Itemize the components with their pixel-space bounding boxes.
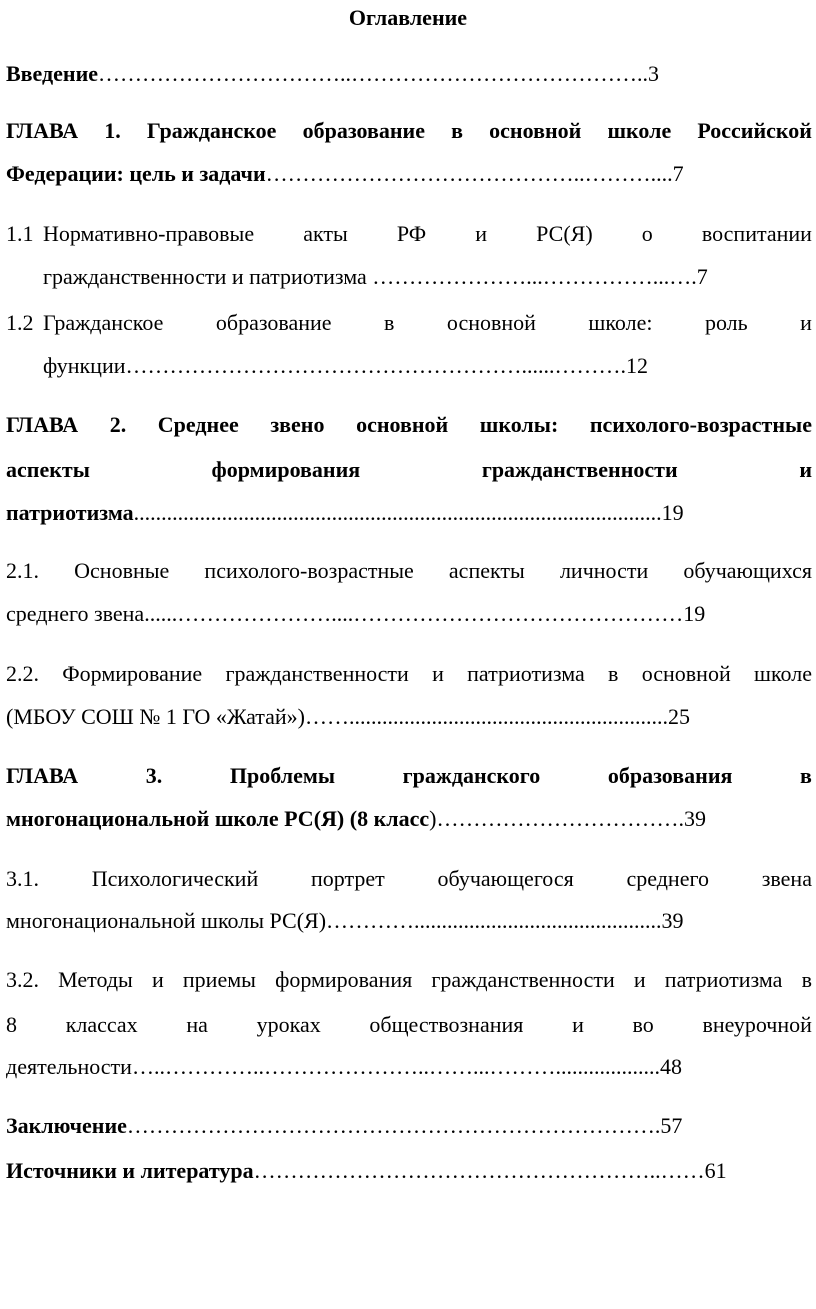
s2-2-word: патриотизма xyxy=(467,661,585,686)
s2-2-text: (МБОУ СОШ № 1 ГО «Жатай») xyxy=(6,704,306,729)
ch3-word: в xyxy=(800,763,812,788)
s1-1-word: воспитании xyxy=(701,221,812,246)
s3-1-word: обучающегося xyxy=(437,866,574,891)
s3-1-word: среднего xyxy=(626,866,709,891)
intro-label: Введение xyxy=(6,61,99,86)
ch1-word: школе xyxy=(607,118,672,143)
s3-2-line3 xyxy=(6,1053,682,1081)
s1-1-word: и xyxy=(475,221,488,246)
s2-1-word: аспекты xyxy=(448,558,525,583)
toc-entry-sources xyxy=(6,1157,727,1185)
s2-2-page: 25 xyxy=(668,704,691,729)
s3-2-word: Методы xyxy=(58,967,133,992)
s3-1-word: звена xyxy=(761,866,812,891)
ch2-page: 19 xyxy=(661,500,684,525)
s1-1-text: гражданственности и патриотизма xyxy=(43,264,367,289)
s3-2-text: деятельности xyxy=(6,1054,132,1079)
s1-2-word: роль xyxy=(704,310,748,335)
s3-1-word: 3.1. xyxy=(6,866,39,891)
s3-2-word: 8 xyxy=(6,1012,17,1037)
conclusion-label: Заключение xyxy=(6,1113,127,1138)
s1-2-line2 xyxy=(43,352,648,380)
s3-2-word: на xyxy=(186,1012,208,1037)
s3-2-word: классах xyxy=(65,1012,138,1037)
s2-2-word: Формирование xyxy=(62,661,203,686)
ch3-word: гражданского xyxy=(402,763,541,788)
intro-leader: ……………………………..………………………………….. xyxy=(98,61,649,86)
s3-2-word: и xyxy=(633,967,646,992)
ch1-word: в xyxy=(451,118,464,143)
s2-1-page: 19 xyxy=(683,601,706,626)
ch2-word: гражданственности xyxy=(481,457,678,482)
ch3-leader: )……………………………. xyxy=(429,806,684,831)
sources-leader: ………………………………………………..…… xyxy=(253,1158,705,1183)
ch1-title-end: Федерации: цель и задачи xyxy=(6,161,266,186)
ch2-word: основной xyxy=(356,412,449,437)
ch2-word: звено xyxy=(270,412,325,437)
s1-2-text: функции xyxy=(43,353,126,378)
s3-2-word: и xyxy=(151,967,164,992)
s3-2-word: уроках xyxy=(256,1012,321,1037)
s1-1-line1 xyxy=(43,220,812,248)
s1-1-page: 7 xyxy=(696,264,708,289)
s3-1-word: портрет xyxy=(310,866,385,891)
s3-1-line1 xyxy=(6,865,812,893)
s2-2-word: гражданственности xyxy=(225,661,409,686)
s2-2-leader: …….......................................................... xyxy=(305,704,669,729)
ch2-word: аспекты xyxy=(6,457,90,482)
ch3-word: 3. xyxy=(145,763,163,788)
ch1-word: основной xyxy=(489,118,582,143)
ch2-word: формирования xyxy=(211,457,361,482)
s1-1-word: РС(Я) xyxy=(536,221,593,246)
s1-1-number: 1.1 xyxy=(6,221,34,246)
s3-2-word: обществознания xyxy=(369,1012,524,1037)
s1-1-word: акты xyxy=(303,221,348,246)
s1-2-word: в xyxy=(384,310,395,335)
ch1-word: 1. xyxy=(104,118,121,143)
s3-2-word: 3.2. xyxy=(6,967,39,992)
s1-2-word: школе: xyxy=(588,310,653,335)
s2-2-line1 xyxy=(6,660,812,688)
ch3-word: Проблемы xyxy=(229,763,335,788)
ch3-line2 xyxy=(6,805,706,833)
s1-1-word: о xyxy=(641,221,653,246)
ch2-line2 xyxy=(6,456,812,484)
s3-2-line1 xyxy=(6,966,812,994)
s2-1-line2 xyxy=(6,600,705,628)
s1-1-word: Нормативно-правовые xyxy=(43,221,255,246)
s2-2-word: 2.2. xyxy=(6,661,39,686)
s3-2-word: и xyxy=(572,1012,584,1037)
s2-1-word: личности xyxy=(559,558,649,583)
sources-page: 61 xyxy=(704,1158,727,1183)
s3-1-line2 xyxy=(6,907,684,935)
s2-1-leader: ......…………………....……………………………………… xyxy=(144,601,684,626)
s2-2-word: и xyxy=(432,661,444,686)
s3-2-page: 48 xyxy=(659,1054,682,1079)
s3-2-word: во xyxy=(632,1012,654,1037)
s1-2-page: 12 xyxy=(626,353,648,378)
s3-2-word: гражданственности xyxy=(431,967,615,992)
ch3-page: 39 xyxy=(683,806,706,831)
ch1-line1 xyxy=(6,117,812,145)
s3-2-word: внеурочной xyxy=(702,1012,812,1037)
s3-1-leader: …………............................................. xyxy=(326,908,662,933)
ch2-title-end: патриотизма xyxy=(6,500,134,525)
s1-1-line2 xyxy=(43,263,708,291)
s1-2-leader: ………………………………………………......………. xyxy=(125,353,626,378)
s2-2-line2 xyxy=(6,703,690,731)
s1-2-word: и xyxy=(800,310,812,335)
s3-2-word: приемы xyxy=(182,967,256,992)
toc-entry-intro xyxy=(6,60,659,88)
ch2-word: ГЛАВА xyxy=(6,412,79,437)
s3-2-word: формирования xyxy=(275,967,413,992)
ch2-word: 2. xyxy=(109,412,127,437)
s3-1-word: Психологический xyxy=(91,866,259,891)
s3-1-text: многонациональной школы РС(Я) xyxy=(6,908,327,933)
s1-2-word: образование xyxy=(215,310,332,335)
s3-2-word: патриотизма xyxy=(664,967,783,992)
ch3-word: ГЛАВА xyxy=(6,763,79,788)
s2-1-line1 xyxy=(6,557,812,585)
ch2-word: психолого-возрастные xyxy=(589,412,812,437)
sources-label: Источники и литература xyxy=(6,1158,254,1183)
s2-1-word: Основные xyxy=(74,558,170,583)
s2-2-word: в xyxy=(608,661,619,686)
ch2-word: Среднее xyxy=(157,412,239,437)
ch1-word: Российской xyxy=(697,118,812,143)
ch1-word: ГЛАВА xyxy=(6,118,79,143)
s3-1-page: 39 xyxy=(661,908,684,933)
s1-2-number: 1.2 xyxy=(6,310,34,335)
ch1-leader: ……………………………………..……….... xyxy=(265,161,673,186)
ch2-leader: ................................................................................................ xyxy=(133,500,662,525)
s3-2-leader: …..…………..…………………..……...………................... xyxy=(131,1054,660,1079)
s1-1-leader: …………………...……………...…. xyxy=(366,264,697,289)
s3-2-line2 xyxy=(6,1011,812,1039)
ch1-line2 xyxy=(6,160,684,188)
conclusion-page: 57 xyxy=(660,1113,683,1138)
ch3-line1 xyxy=(6,762,812,790)
s2-1-text: среднего звена xyxy=(6,601,145,626)
toc-title: Оглавление xyxy=(348,5,468,30)
s2-1-word: обучающихся xyxy=(683,558,812,583)
s2-2-word: школе xyxy=(754,661,812,686)
ch1-word: образование xyxy=(302,118,425,143)
s2-2-word: основной xyxy=(641,661,731,686)
ch2-word: школы: xyxy=(479,412,559,437)
s1-2-line1 xyxy=(43,309,812,337)
s2-1-word: психолого-возрастные xyxy=(204,558,414,583)
ch2-word: и xyxy=(799,457,812,482)
s1-2-word: Гражданское xyxy=(43,310,164,335)
s3-2-word: в xyxy=(801,967,812,992)
s1-2-word: основной xyxy=(446,310,536,335)
intro-page: 3 xyxy=(648,61,660,86)
s2-1-word: 2.1. xyxy=(6,558,39,583)
ch1-page: 7 xyxy=(672,161,684,186)
s1-1-word: РФ xyxy=(396,221,427,246)
ch2-line1 xyxy=(6,411,812,439)
ch3-title-end: многонациональной школе РС(Я) (8 класс xyxy=(6,806,430,831)
conclusion-leader: ………………………………………………………………. xyxy=(126,1113,661,1138)
ch1-word: Гражданское xyxy=(146,118,277,143)
toc-entry-conclusion xyxy=(6,1112,682,1140)
ch3-word: образования xyxy=(607,763,733,788)
ch2-line3 xyxy=(6,499,684,527)
